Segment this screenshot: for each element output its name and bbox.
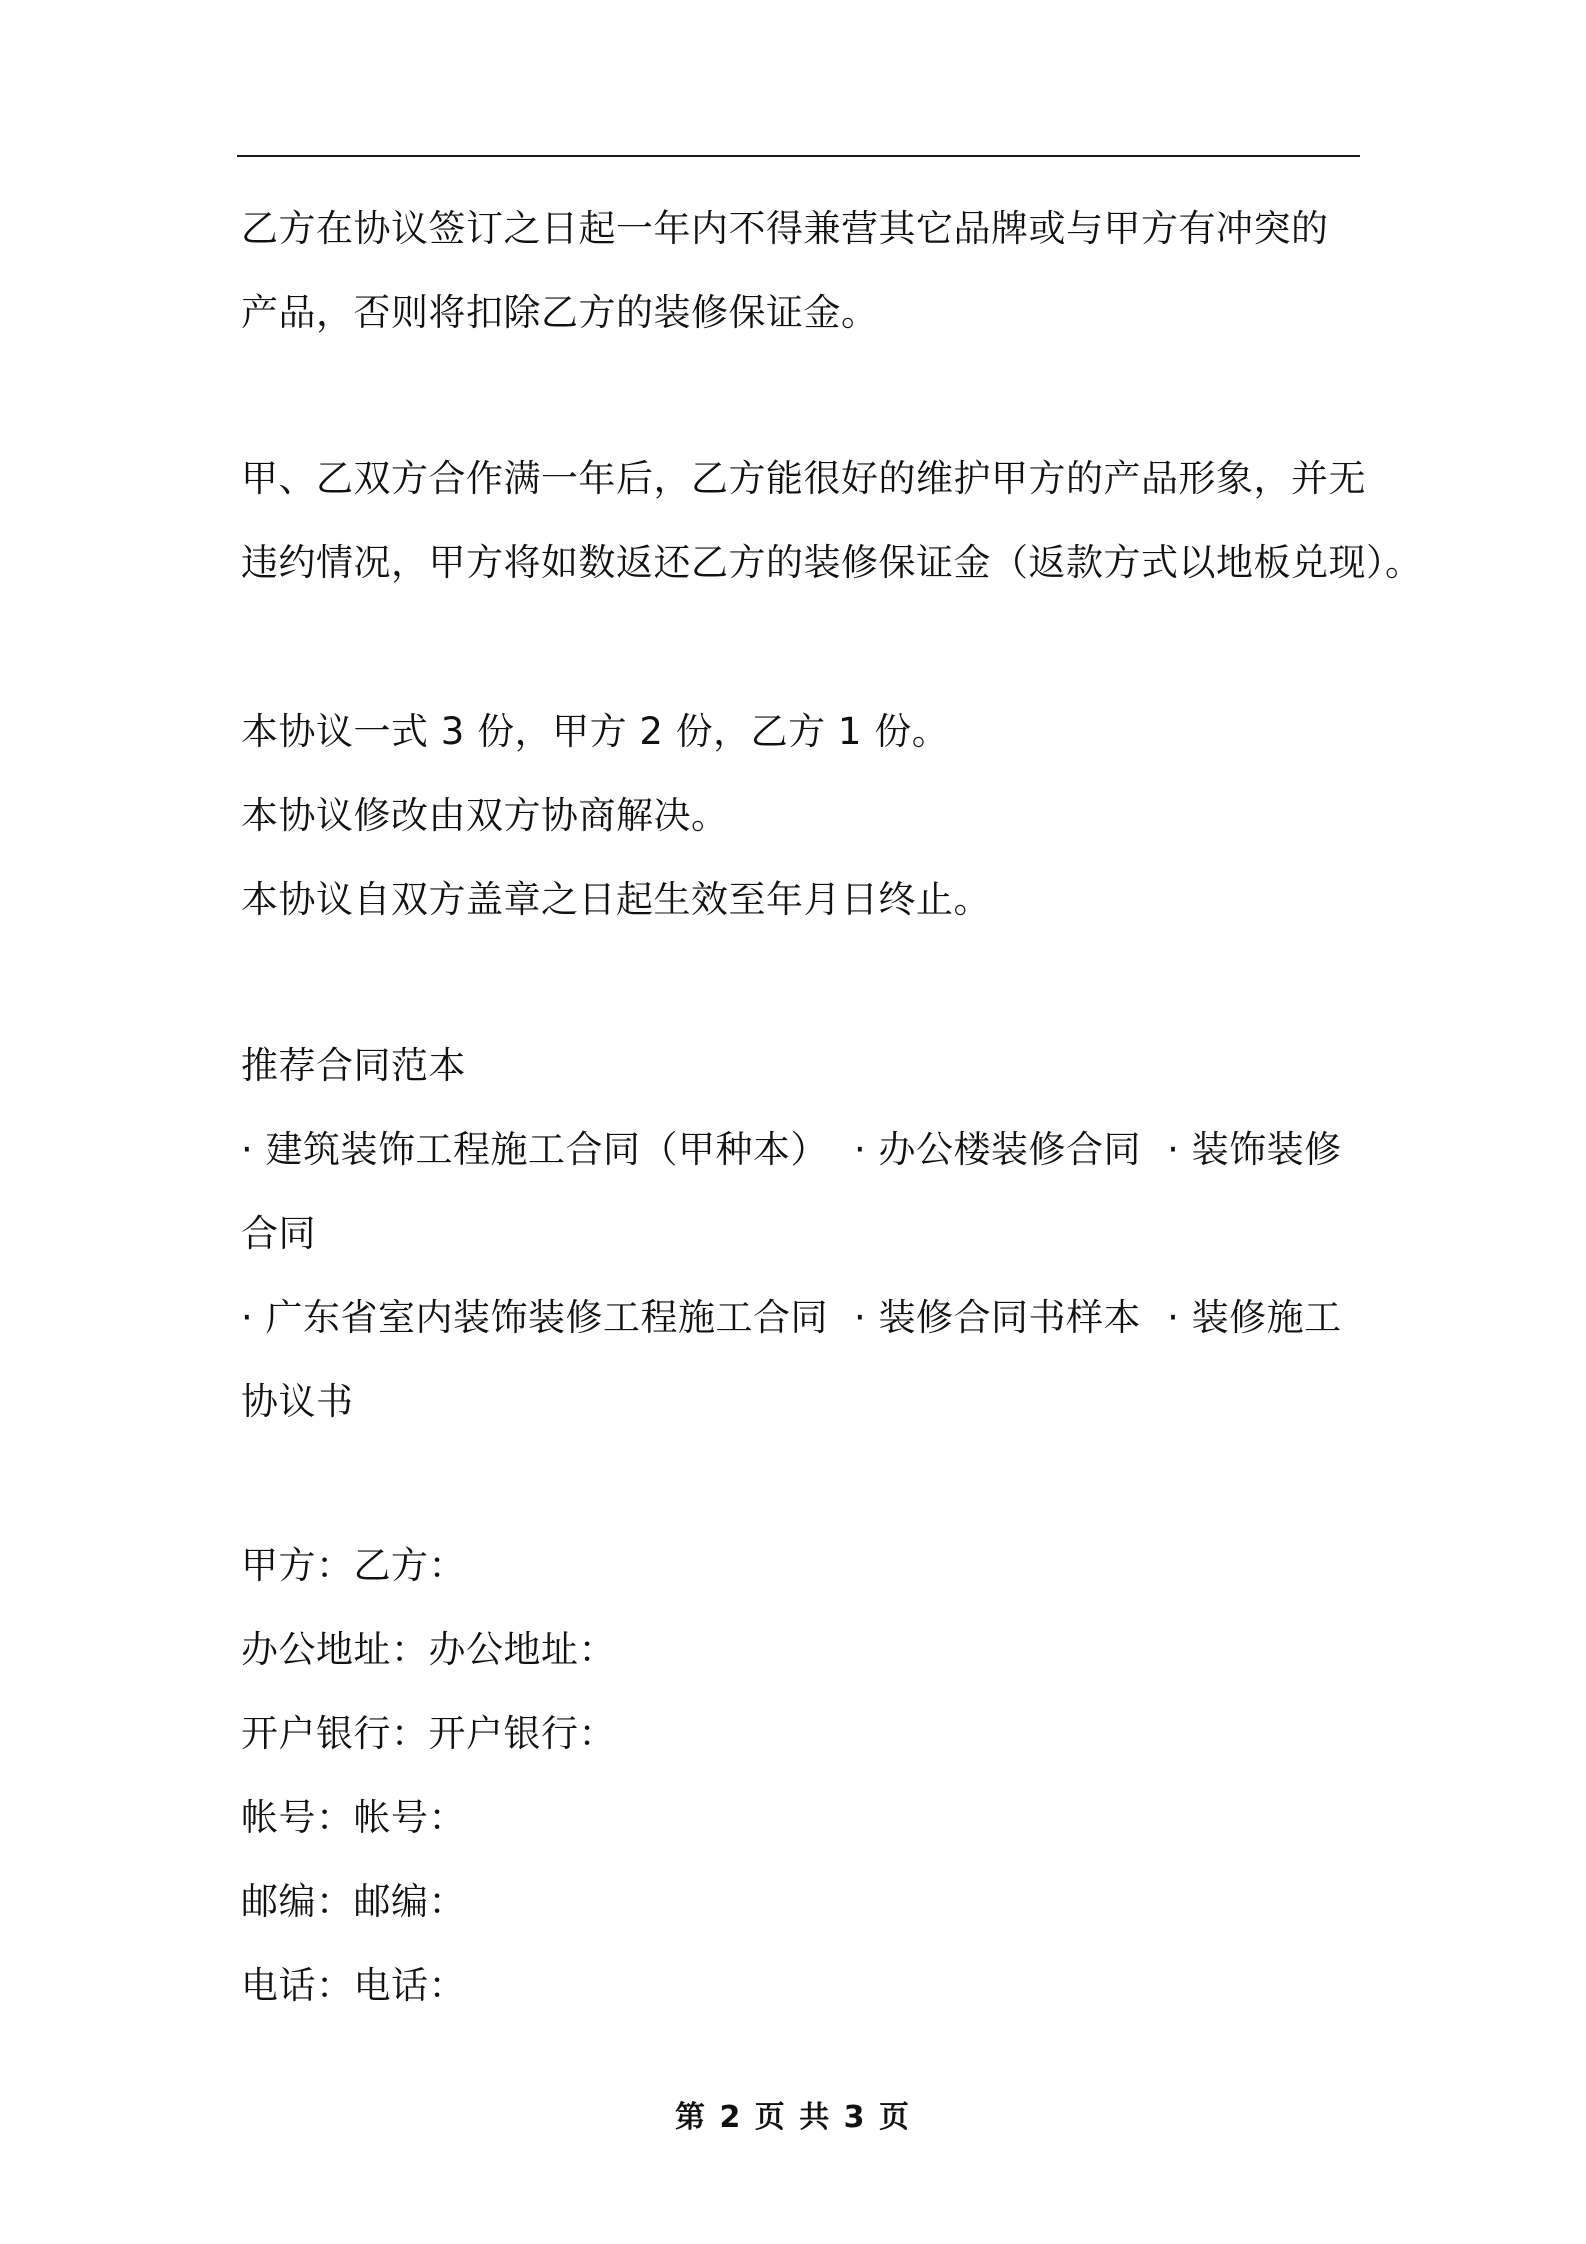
signature-office-address: 办公地址：办公地址： [241, 1628, 616, 1671]
clause-amendment: 本协议修改由双方协商解决。 [241, 794, 729, 837]
recommended-row-2 [241, 1208, 316, 1260]
paragraph-2-line-1: 甲、乙双方合作满一年后，乙方能很好的维护甲方的产品形象，并无 [241, 457, 1366, 500]
recommended-row-4 [241, 1376, 354, 1428]
clause-copies: 本协议一式 3 份，甲方 2 份，乙方 1 份。 [241, 710, 950, 753]
recommended-link-office-renovation[interactable]: · 办公楼装修合同 [854, 1128, 1142, 1171]
signature-postcode: 邮编：邮编： [241, 1880, 466, 1923]
recommended-link-guangdong-interior[interactable]: · 广东省室内装饰装修工程施工合同 [241, 1296, 829, 1339]
header-rule [237, 155, 1360, 157]
recommended-link-renovation-sample[interactable]: · 装修合同书样本 [854, 1296, 1142, 1339]
paragraph-1-line-1: 乙方在协议签订之日起一年内不得兼营其它品牌或与甲方有冲突的 [241, 207, 1329, 250]
recommended-row-1 [241, 1124, 1342, 1176]
signature-bank: 开户银行：开户银行： [241, 1712, 616, 1755]
recommended-link-decoration-renovation-cont[interactable]: 合同 [241, 1212, 316, 1255]
signature-party: 甲方：乙方： [241, 1544, 466, 1587]
recommended-heading: 推荐合同范本 [241, 1044, 466, 1087]
paragraph-2-line-2: 违约情况，甲方将如数返还乙方的装修保证金（返款方式以地板兑现）。 [241, 541, 1423, 584]
recommended-link-decoration-renovation[interactable]: · 装饰装修 [1167, 1128, 1342, 1171]
signature-phone: 电话：电话： [241, 1964, 466, 2007]
recommended-row-3 [241, 1292, 1342, 1344]
paragraph-1-line-2: 产品，否则将扣除乙方的装修保证金。 [241, 291, 879, 334]
recommended-link-building-decoration[interactable]: · 建筑装饰工程施工合同（甲种本） [241, 1128, 829, 1171]
recommended-link-renovation-construction[interactable]: · 装修施工 [1167, 1296, 1342, 1339]
signature-account: 帐号：帐号： [241, 1796, 466, 1839]
page-indicator: 第 2 页 共 3 页 [675, 2100, 911, 2135]
recommended-link-renovation-construction-cont[interactable]: 协议书 [241, 1380, 354, 1423]
clause-effective-date: 本协议自双方盖章之日起生效至年月日终止。 [241, 878, 991, 921]
